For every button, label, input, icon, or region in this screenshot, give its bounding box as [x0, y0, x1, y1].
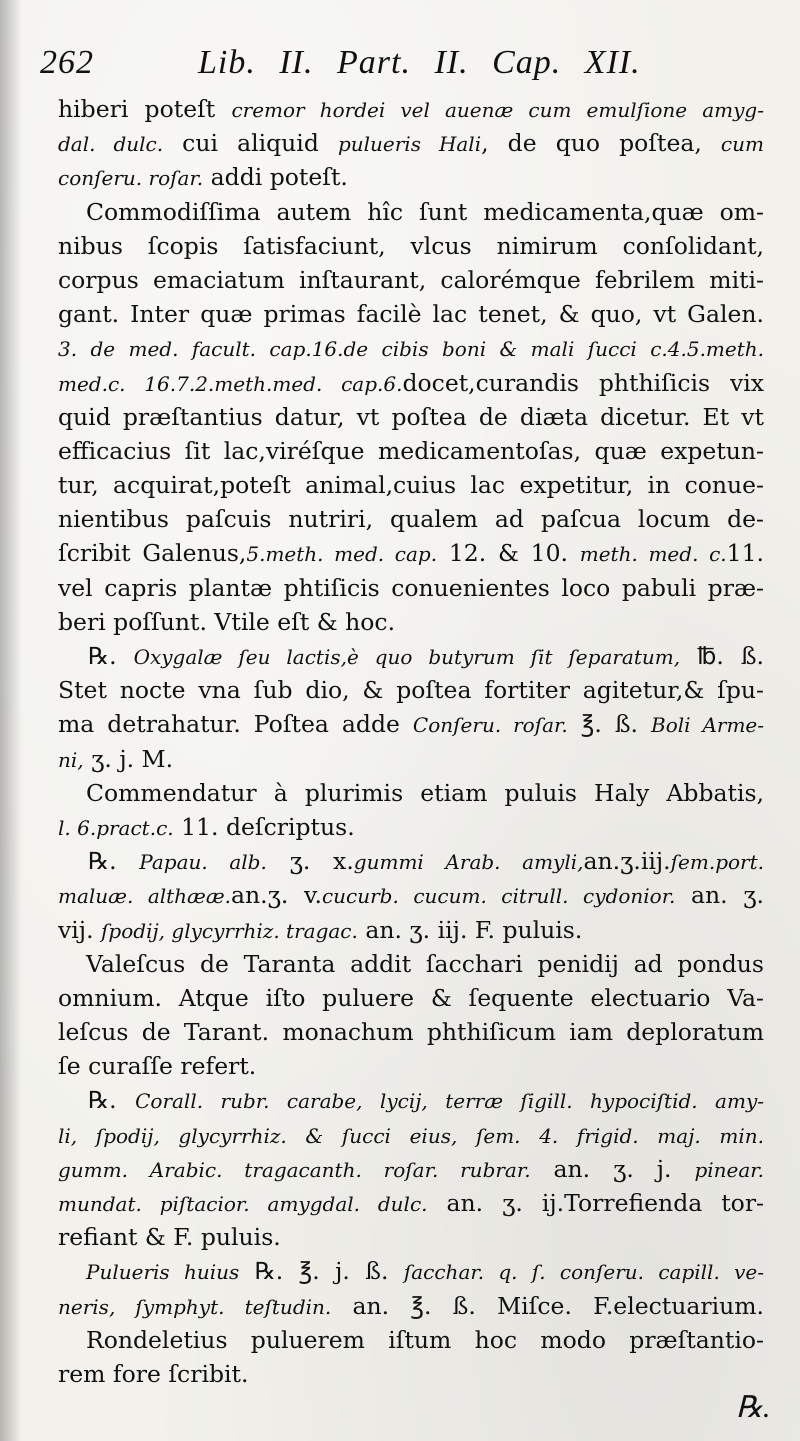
text-line: [58, 605, 764, 639]
roman-text: efficacius ſit lac,viréſque medicamentoſas, quæ expetun-: [58, 436, 764, 465]
text-line: [58, 229, 764, 263]
text-line: [58, 673, 764, 707]
text-line: [58, 878, 764, 912]
roman-text: nientibus paſcuis nutriri, qualem ad paſcua locum de-: [58, 505, 764, 534]
roman-text: ſcribit Galenus,: [58, 539, 247, 568]
roman-text: an.ʒ. v.: [231, 881, 322, 910]
roman-text: an. ʒ. ij.Torrefienda tor-: [427, 1189, 764, 1217]
roman-text: Stet nocte vna ſub dio, & poſtea fortiter agitetur,& ſpu-: [58, 676, 764, 705]
roman-text: addi poteſt.: [203, 163, 348, 192]
roman-text: ℔. ß.: [680, 642, 764, 670]
text-line: [58, 160, 764, 194]
text-line: [58, 468, 764, 502]
text-line: [58, 1083, 764, 1117]
roman-text: Commodiſſima autem hîc ſunt medicamenta,quæ om-: [86, 197, 764, 226]
text-line: [58, 331, 764, 365]
italic-text: mundat. piſtacior. amygdal. dulc.: [58, 1192, 428, 1216]
text-line: [58, 742, 764, 776]
roman-text: ʒ. x.: [266, 847, 354, 876]
italic-text: Conſeru. roſar.: [412, 713, 568, 738]
roman-text: ſe curaſſe refert.: [58, 1052, 257, 1081]
text-line: [58, 502, 764, 536]
italic-text: Papau. alb.: [139, 850, 267, 875]
roman-text: refiant & F. puluis.: [58, 1223, 281, 1252]
text-line: [58, 366, 764, 400]
roman-text: an. ʒ.: [675, 881, 764, 910]
text-line: [58, 913, 764, 947]
roman-text: corpus emaciatum inſtaurant, calorémque febrilem miti-: [58, 265, 764, 294]
roman-text: an. ℥. ß. Miſce. F.electuarium.: [331, 1291, 764, 1320]
text-line: [58, 947, 764, 981]
text-line: [58, 1152, 764, 1186]
roman-text: omnium. Atque iſto puluere & ſequente electuario Va-: [58, 983, 764, 1012]
roman-text: ℥. ß.: [567, 710, 652, 739]
roman-text: 11. deſcriptus.: [173, 812, 355, 841]
text-line: [58, 263, 764, 297]
text-line: [58, 1015, 764, 1049]
catchword: ℞.: [736, 1391, 771, 1424]
text-line: [58, 1254, 764, 1288]
italic-text: cucurb. cucum. citrull. cydonior.: [321, 884, 676, 909]
roman-text: 12. & 10.: [437, 539, 580, 568]
italic-text: 5.meth. med. cap.: [246, 542, 438, 567]
text-line: [58, 776, 764, 810]
roman-text: quid præſtantius datur, vt poſtea de diæta dicetur. Et vt: [58, 402, 764, 431]
roman-text: ℞.: [88, 1086, 136, 1115]
text-line: [58, 195, 764, 229]
italic-text: ſpodij, glycyrrhiz. tragac.: [101, 918, 358, 943]
roman-text: an. ʒ. j.: [530, 1154, 695, 1183]
roman-text: hiberi poteſt: [58, 95, 232, 123]
running-head: Lib. II. Part. II. Cap. XII.: [198, 44, 641, 81]
italic-text: pinear.: [694, 1157, 764, 1182]
text-line: [58, 844, 764, 878]
text-body: [58, 92, 764, 1391]
italic-text: ni,: [58, 747, 84, 772]
italic-text: gummi Arab. amyli,: [353, 850, 584, 875]
italic-text: ſacchar. q. ſ. conſeru. capill. ve-: [403, 1260, 764, 1285]
text-line: [58, 639, 764, 673]
roman-text: beri poſſunt. Vtile eſt & hoc.: [58, 607, 396, 636]
roman-text: vij.: [58, 915, 102, 944]
italic-text: Oxygalæ ſeu lactis,è quo butyrum ſit ſeparatum,: [133, 645, 681, 669]
italic-text: cum: [720, 132, 764, 157]
italic-text: cremor hordei vel auenæ cum emulſione amyg-: [231, 98, 764, 122]
roman-text: nibus ſcopis ſatisfaciunt, vlcus nimirum conſolidant,: [58, 231, 764, 260]
text-line: [58, 536, 764, 570]
roman-text: rem fore ſcribit.: [58, 1359, 249, 1388]
roman-text: vel capris plantæ phtiſicis conuenientes loco pabuli præ-: [58, 573, 764, 602]
roman-text: gant. Inter quæ primas facilè lac tenet, & quo, vt Galen.: [58, 300, 764, 329]
page-header: [40, 44, 740, 88]
text-line: [58, 1220, 764, 1254]
italic-text: gumm. Arabic. tragacanth. roſar. rubrar.: [58, 1157, 531, 1182]
roman-text: ma detrahatur. Poſtea adde: [58, 710, 413, 739]
roman-text: an. ʒ. iij. F. puluis.: [357, 915, 583, 944]
page-number: 262: [40, 44, 94, 81]
binding-shadow: [0, 0, 22, 1441]
text-line: [58, 126, 764, 160]
roman-text: leſcus de Tarant. monachum phthiſicum iam deploratum: [58, 1018, 764, 1047]
italic-text: maluæ. althææ.: [58, 884, 232, 909]
text-line: [58, 1357, 764, 1391]
text-line: [58, 297, 764, 331]
text-line: [58, 1186, 764, 1220]
italic-text: pulueris Hali: [337, 132, 482, 157]
text-line: [58, 571, 764, 605]
italic-text: neris, ſymphyt. teſtudin.: [58, 1294, 332, 1319]
italic-text: ſem.port.: [670, 850, 764, 875]
italic-text: 3. de med. facult. cap.16.de cibis boni & mali ſucci c.4.5.meth.: [58, 337, 764, 362]
italic-text: Boli Arme-: [651, 713, 764, 738]
italic-text: meth. med. c.: [579, 542, 727, 567]
text-line: [58, 981, 764, 1015]
italic-text: Corall. rubr. carabe, lycij, terræ ſigill. hypociſtid. amy-: [135, 1089, 764, 1114]
roman-text: docet,curandis phthiſicis vix: [402, 368, 764, 397]
roman-text: an.ʒ.iij.: [583, 847, 671, 876]
roman-text: 11.: [726, 539, 764, 568]
text-line: [58, 1289, 764, 1323]
text-line: [58, 400, 764, 434]
roman-text: ℞.: [88, 642, 134, 670]
italic-text: med.c. 16.7.2.meth.med. cap.6.: [58, 371, 403, 396]
italic-text: dal. dulc.: [58, 132, 164, 157]
roman-text: cui aliquid: [163, 129, 338, 158]
text-line: [58, 92, 764, 126]
italic-text: conſeru. roſar.: [58, 166, 204, 191]
text-line: [58, 707, 764, 741]
roman-text: Commendatur à plurimis etiam puluis Haly Abbatis,: [86, 778, 764, 807]
text-line: [58, 1118, 764, 1152]
text-line: [58, 810, 764, 844]
roman-text: ʒ. j. M.: [83, 744, 174, 773]
roman-text: Rondeletius puluerem iſtum hoc modo præſtantio-: [86, 1325, 764, 1354]
roman-text: ℞.: [88, 847, 140, 876]
text-line: [58, 1323, 764, 1357]
text-line: [58, 1049, 764, 1083]
roman-text: , de quo poſtea,: [481, 129, 721, 158]
italic-text: Pulueris huius: [86, 1260, 240, 1285]
italic-text: l. 6.pract.c.: [58, 815, 174, 840]
italic-text: li, ſpodij, glycyrrhiz. & ſucci eius, ſem. 4. frigid. maj. min.: [58, 1123, 764, 1148]
roman-text: tur, acquirat,poteſt animal,cuius lac expetitur, in conue-: [58, 471, 764, 500]
text-line: [58, 434, 764, 468]
roman-text: Valeſcus de Taranta addit ſacchari penidij ad pondus: [86, 949, 764, 978]
roman-text: ℞. ℥. j. ß.: [239, 1257, 404, 1286]
